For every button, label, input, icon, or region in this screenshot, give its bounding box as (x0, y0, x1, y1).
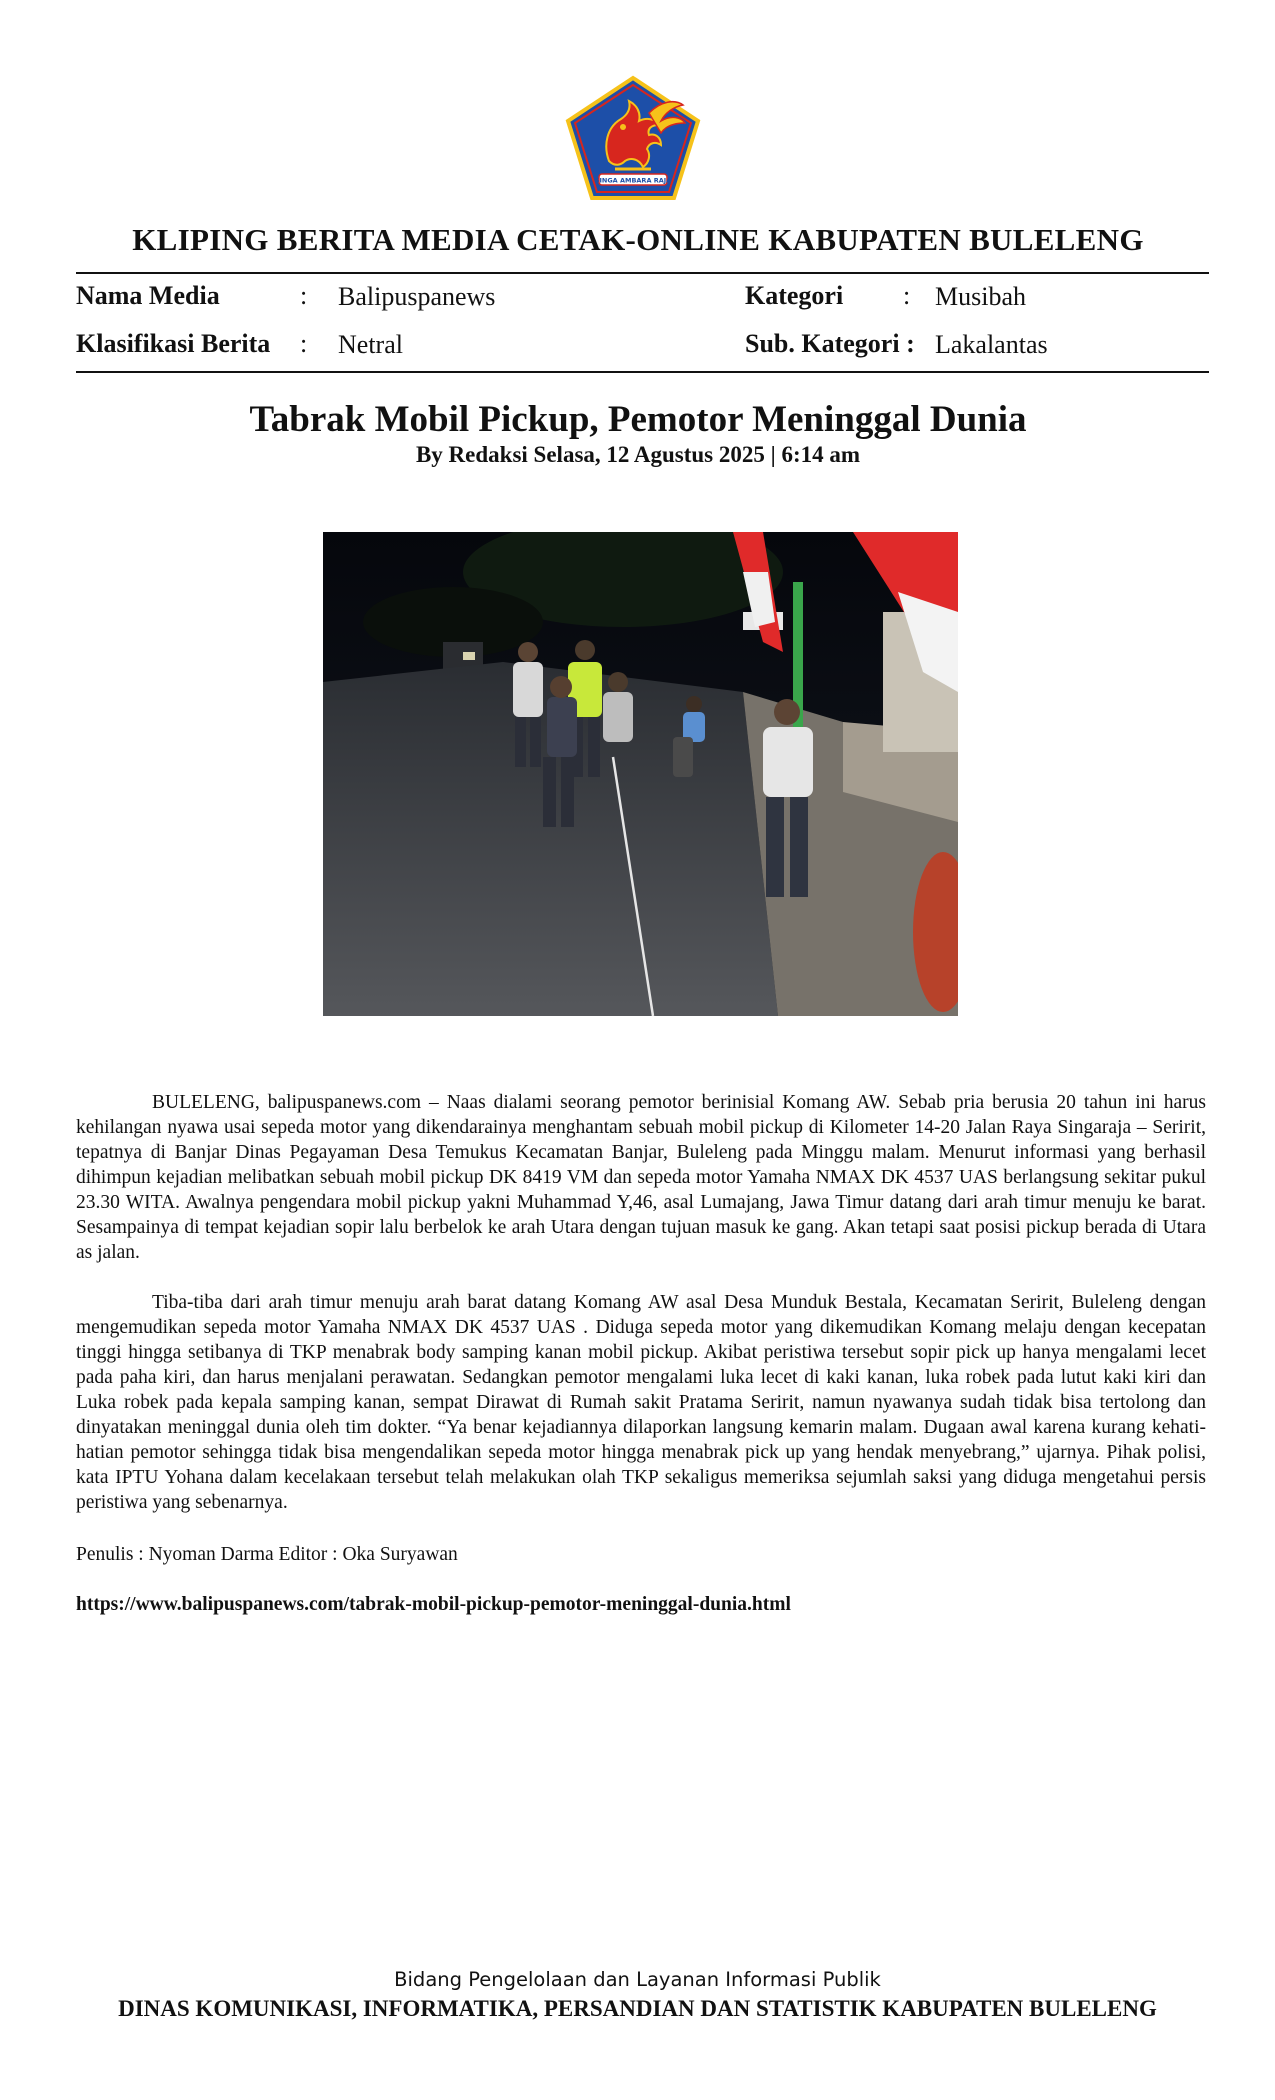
nama-media-value: Balipuspanews (338, 282, 496, 311)
article-byline: By Redaksi Selasa, 12 Agustus 2025 | 6:14 am (415, 442, 861, 467)
klasifikasi-separator: : (300, 329, 308, 358)
footer-department: Bidang Pengelolaan dan Layanan Informasi Publik (394, 1968, 881, 1991)
article-paragraph-2: Tiba-tiba dari arah timur menuju arah barat datang Komang AW asal Desa Munduk Bestala, Kecamatan Seririt, Buleleng dengan mengemudikan sepeda motor Yamaha NMAX DK 4537 UAS . Diduga sepeda motor yang dikemudikan Komang melaju dengan kecepatan tinggi hingga setibanya di TKP menabrak body samping kanan mobil pickup. Akibat peristiwa tersebut sopir pick up hanya mengalami lecet pada paha kiri, dan harus menjalani perawatan. Sedangkan pemotor mengalami luka lecet di kaki kanan, luka robek pada lutut kaki kiri dan Luka robek pada kepala samping kanan, sempat Dirawat di Rumah sakit Pratama Seririt, namun nyawanya sudah tidak bisa tertolong dan dinyatakan meninggal dunia oleh tim dokter. “Ya benar kejadiannya dilaporkan langsung kemarin malam. Dugaan awal karena kurang kehati-hatian pemotor sehingga tidak bisa mengendalikan sepeda motor hingga menabrak pick up yang hendak menyebrang,” ujarnya. Pihak polisi, kata IPTU Yohana dalam kecelakaan tersebut telah melakukan olah TKP sekaligus memeriksa sejumlah saksi yang diduga mengetahui persis peristiwa yang sebenarnya. (76, 1292, 1206, 1513)
footer-agency: DINAS KOMUNIKASI, INFORMATIKA, PERSANDIAN DAN STATISTIK KABUPATEN BULELENG (118, 1996, 1157, 2021)
klasifikasi-value: Netral (338, 330, 403, 359)
article-headline: Tabrak Mobil Pickup, Pemotor Meninggal Dunia (249, 399, 1027, 440)
kategori-label: Kategori (745, 281, 844, 310)
logo-motto: SINGA AMBARA RAJA (594, 176, 672, 185)
clipping-title: KLIPING BERITA MEDIA CETAK-ONLINE KABUPATEN BULELENG (132, 222, 1144, 257)
nama-media-separator: : (300, 281, 308, 310)
news-photo (323, 532, 958, 1016)
header-rule-top (76, 272, 1209, 274)
kategori-separator: : (903, 281, 911, 310)
nama-media-label: Nama Media (76, 281, 220, 310)
article-credits: Penulis : Nyoman Darma Editor : Oka Suryawan (76, 1544, 458, 1565)
source-url: https://www.balipuspanews.com/tabrak-mobil-pickup-pemotor-meninggal-dunia.html (76, 1594, 791, 1615)
header-rule-bottom (76, 371, 1209, 373)
kategori-value: Musibah (935, 282, 1026, 311)
article-paragraph-1: BULELENG, balipuspanews.com – Naas dialami seorang pemotor berinisial Komang AW. Sebab pria berusia 20 tahun ini harus kehilangan nyawa usai sepeda motor yang dikendarainya menghantam sebuah mobil pickup di Kilometer 14-20 Jalan Raya Singaraja – Seririt, tepatnya di Banjar Dinas Pegayaman Desa Temukus Kecamatan Banjar, Buleleng pada Minggu malam. Menurut informasi yang berhasil dihimpun kejadian melibatkan sebuah mobil pickup DK 8419 VM dan sepeda motor Yamaha NMAX DK 4537 UAS berlangsung sekitar pukul 23.30 WITA. Awalnya pengendara mobil pickup yakni Muhammad Y,46, asal Lumajang, Jawa Timur datang dari arah timur menuju ke barat. Sesampainya di tempat kejadian sopir lalu berbelok ke arah Utara dengan tujuan masuk ke gang. Akan tetapi saat posisi pickup berada di Utara as jalan. (76, 1092, 1206, 1263)
singa-ambara-raja-logo (565, 75, 701, 201)
article-body (76, 1090, 1206, 1540)
sub-kategori-value: Lakalantas (935, 330, 1048, 359)
klasifikasi-label: Klasifikasi Berita (76, 329, 271, 358)
sub-kategori-label: Sub. Kategori : (745, 329, 915, 358)
